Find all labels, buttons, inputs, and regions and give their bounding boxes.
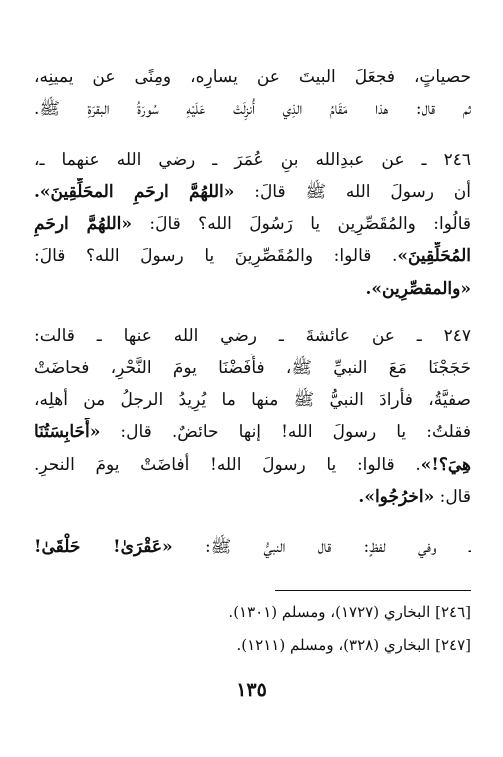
text-line-14-quote: «عَقْرَىٰ! حَلْقَىٰ! (34, 537, 173, 557)
text-line-4 (34, 178, 471, 208)
text-line-4-plain: أن رسولَ الله ﷺ قالَ: (234, 182, 471, 202)
hadith-247-heading-content: ٢٤٧ ـ عن عائشةَ ـ رضي الله عنها ـ قالت: (34, 326, 471, 346)
text-line-13-quote: «اخرُجُوا». (358, 487, 435, 507)
text-line-12-quote: هِيَ؟!» (420, 455, 471, 475)
text-line-10-content: صفيَّةُ، فأرادَ النبيُّ ﷺ منها ما يُرِيدُ الرجلُ من أهلِه، (34, 390, 471, 410)
text-line-9 (34, 354, 471, 384)
hadith-246-heading (34, 146, 471, 176)
text-line-1-content: حصياتٍ، فجعَلَ البيتَ عن يسارِه، ومِنًى عن يمينِه، (34, 67, 471, 87)
text-line-14-plain: ـ وفي لفظٍ: قال النبيُّ ﷺ: (172, 537, 471, 557)
text-line-12-plain: . قالوا: يا رسولَ الله! أفاضَتْ يومَ النحرِ. (34, 455, 421, 475)
text-line-13 (34, 483, 471, 513)
page-number: ١٣٥ (236, 679, 267, 701)
text-line-5-quote: «اللهُمَّ ارحَمِ (34, 214, 132, 234)
text-line-11-quote: «أَحَابِسَتُنَا (34, 422, 101, 442)
text-line-6 (34, 242, 471, 272)
footnote-247: [٢٤٧] البخاري (٣٢٨)، ومسلم (١٢١١). (236, 636, 471, 654)
text-line-14 (34, 533, 471, 563)
text-line-5 (34, 210, 471, 240)
text-line-2 (34, 95, 471, 125)
text-line-13-plain: قال: (434, 487, 471, 507)
text-line-7 (34, 275, 471, 305)
text-line-1 (34, 63, 471, 93)
text-line-5-plain: قالُوا: والمُقَصِّرِين يا رَسُولَ الله؟ قالَ: (131, 214, 471, 234)
text-line-11 (34, 418, 471, 448)
text-line-4-quote: «اللهُمَّ ارحَمِ المحَلِّقِينَ». (34, 182, 235, 202)
text-line-6-plain: . قالوا: والمُقَصِّرِينَ يا رسولَ الله؟ قالَ: (34, 246, 398, 266)
footnote-246: [٢٤٦] البخاري (١٧٢٧)، ومسلم (١٣٠١). (228, 603, 471, 621)
text-line-12 (34, 451, 471, 481)
text-line-7-quote: «والمقصِّرِين». (365, 279, 471, 299)
text-line-6-quote: المُحَلِّقِينَ» (397, 246, 471, 266)
hadith-247-heading (34, 322, 471, 352)
text-line-9-content: حَجَجْنَا مَعَ النبيِّ ﷺ، فأَفَضْنَا يومَ النَّحْرِ، فحاضَتْ (34, 358, 471, 378)
hadith-246-heading-content: ٢٤٦ ـ عن عبدِالله بنِ عُمَرَ ـ رضي الله عنهما ـ، (34, 150, 471, 170)
footnote-separator (275, 590, 471, 591)
text-line-10 (34, 386, 471, 416)
text-line-11-plain: فقلتُ: يا رسولَ الله! إنها حائضٌ. قال: (100, 422, 471, 442)
text-line-2-content: ثم قال: هذا مَقَامُ الذِي أُنزِلَتْ عَلَيْهِ سُورَةُ البقرَةِ ﷺ. (34, 99, 471, 119)
